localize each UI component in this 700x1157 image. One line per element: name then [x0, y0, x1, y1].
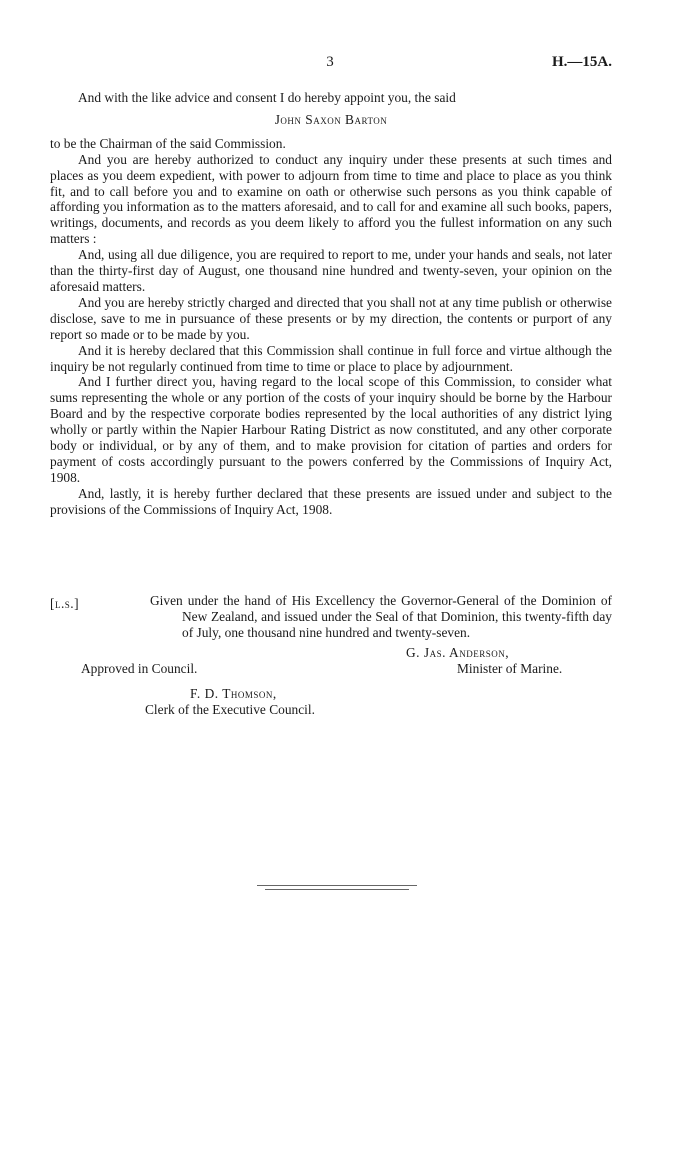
clerk-title: Clerk of the Executive Council. [145, 701, 315, 717]
paragraph-continuation: And it is hereby declared that this Commission shall continue in full force and virtue although the inquiry be not regularly continued from time to time or place to place by adjournment. [50, 342, 612, 374]
opening-line: And with the like advice and consent I do hereby appoint you, the said [78, 90, 456, 105]
given-statement: Given under the hand of His Excellency the Governor-General of the Dominion of New Zealand, and issued under the Seal of that Dominion, this twenty-fifth day of July, one thousand nine hundred and twenty-seven. [150, 593, 612, 641]
seal-mark: [l.s.] [50, 596, 80, 611]
document-reference: H.—15A. [552, 54, 612, 70]
paragraph-provisions: And, lastly, it is hereby further declared that these presents are issued under and subject to the provisions of the Commissions of Inquiry Act, 1908. [50, 485, 612, 517]
given-block [50, 580, 612, 655]
approved-in-council: Approved in Council. [81, 661, 198, 676]
minister-title: Minister of Marine. [457, 660, 563, 676]
appointee-name: John Saxon Barton [274, 111, 388, 127]
paragraph-authorization: And you are hereby authorized to conduct any inquiry under these presents at such times and places as you deem expedient, with power to adjourn from time to time and place to place as you think fit, and to call before you and to examine on oath or otherwise such persons as you think capable of affording you information as to the matters aforesaid, and to call for and examine all such books, papers, writings, documents, and records as you deem likely to afford you the fullest information on any such matters : [50, 151, 612, 247]
clerk-name: F. D. Thomson, [190, 686, 277, 701]
page-number: 3 [326, 54, 334, 70]
closing-rule-inner [265, 889, 409, 890]
closing-rule [257, 885, 417, 886]
minister-name: G. Jas. Anderson, [406, 645, 510, 660]
clerk-signature [145, 686, 315, 718]
minister-signature [406, 645, 562, 677]
paragraph-report: And, using all due diligence, you are required to report to me, under your hands and seals, not later than the thirty-first day of August, one thousand nine hundred and twenty-seven, your opinion on the aforesaid matters. [50, 247, 612, 294]
paragraph-costs: And I further direct you, having regard to the local scope of this Commission, to consider what sums representing the whole or any portion of the costs of your inquiry should be borne by the Harbour Board and by the respective corporate bodies represented by the local authorities of any district lying wholly or partly within the Napier Harbour Rating District as now constituted, and any other corporate body or individual, or by any of them, and to make provision for citation of parties and orders for payment of costs accordingly pursuant to the powers conferred by the Commissions of Inquiry Act, 1908. [50, 374, 612, 485]
paragraph-disclosure: And you are hereby strictly charged and directed that you shall not at any time publish or otherwise disclose, save to me in pursuance of these presents or by my direction, the contents or purport of any report so made or to be made by you. [50, 294, 612, 342]
commission-body [50, 90, 612, 518]
chairman-line: to be the Chairman of the said Commission. [50, 135, 286, 151]
